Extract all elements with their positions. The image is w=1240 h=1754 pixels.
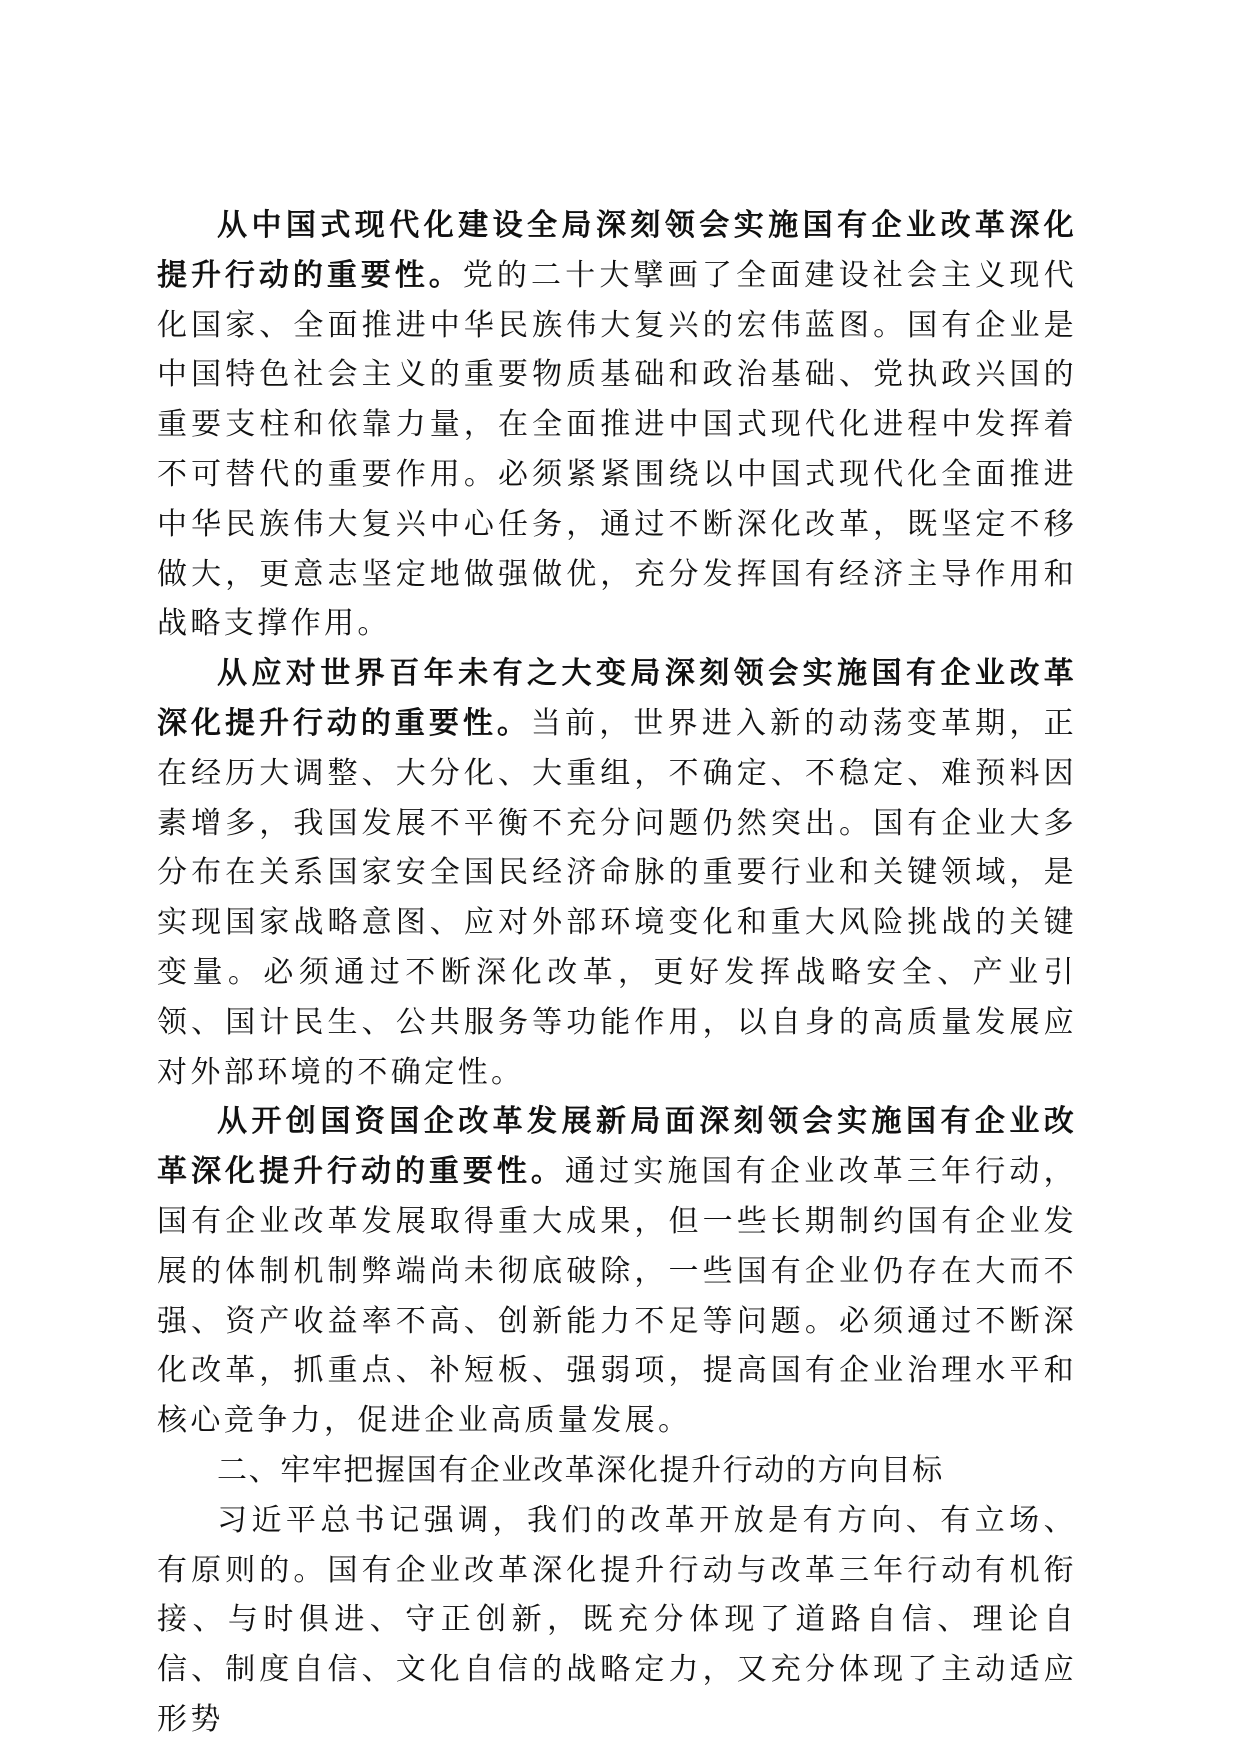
section-heading: 二、牢牢把握国有企业改革深化提升行动的方向目标 <box>217 1452 944 1488</box>
paragraph-text: 当前，世界进入新的动荡变革期，正在经历大调整、大分化、大重组，不确定、不稳定、难预料因素增多，我国发展不平衡不充分问题仍然突出。国有企业大多分布在关系国家安全国民经济命脉的重要行业和关键领域，是实现国家战略意图、应对外部环境变化和重大风险挑战的关键变量。必须通过不断深化改革，更好发挥战略安全、产业引领、国计民生、公共服务等功能作用，以自身的高质量发展应对外部环境的不确定性。 <box>157 705 1077 1090</box>
paragraph-text: 通过实施国有企业改革三年行动，国有企业改革发展取得重大成果，但一些长期制约国有企业发展的体制机制弊端尚未彻底破除，一些国有企业仍存在大而不强、资产收益率不高、创新能力不足等问题。必须通过不断深化改革，抓重点、补短板、强弱项，提高国有企业治理水平和核心竞争力，促进企业高质量发展。 <box>157 1154 1077 1439</box>
paragraph-direction-goals: 习近平总书记强调，我们的改革开放是有方向、有立场、有原则的。国有企业改革深化提升行动与改革三年行动有机衔接、与时俱进、守正创新，既充分体现了道路自信、理论自信、制度自信、文化自信的战略定力，又充分体现了主动适应形势 <box>157 1502 1077 1737</box>
paragraph-lead: 从应对世界百年未有之大变局深刻领会实施国有企业改革深化提升行动的重要性。 <box>157 656 1077 741</box>
paragraph-lead: 从中国式现代化建设全局深刻领会实施国有企业改革深化提升行动的重要性。 <box>157 208 1077 293</box>
paragraph-text: 党的二十大擘画了全面建设社会主义现代化国家、全面推进中华民族伟大复兴的宏伟蓝图。国有企业是中国特色社会主义的重要物质基础和政治基础、党执政兴国的重要支柱和依靠力量，在全面推进中国式现代化进程中发挥着不可替代的重要作用。必须紧紧围绕以中国式现代化全面推进中华民族伟大复兴中心任务，通过不断深化改革，既坚定不移做大，更意志坚定地做强做优，充分发挥国有经济主导作用和战略支撑作用。 <box>157 257 1077 642</box>
paragraph-lead: 从开创国资国企改革发展新局面深刻领会实施国有企业改革深化提升行动的重要性。 <box>157 1104 1077 1190</box>
paragraph-importance-modernization <box>157 201 1077 649</box>
document-body <box>157 201 1077 1745</box>
paragraph-importance-global-change <box>157 649 1077 1097</box>
paragraph-importance-new-situation <box>157 1097 1077 1446</box>
